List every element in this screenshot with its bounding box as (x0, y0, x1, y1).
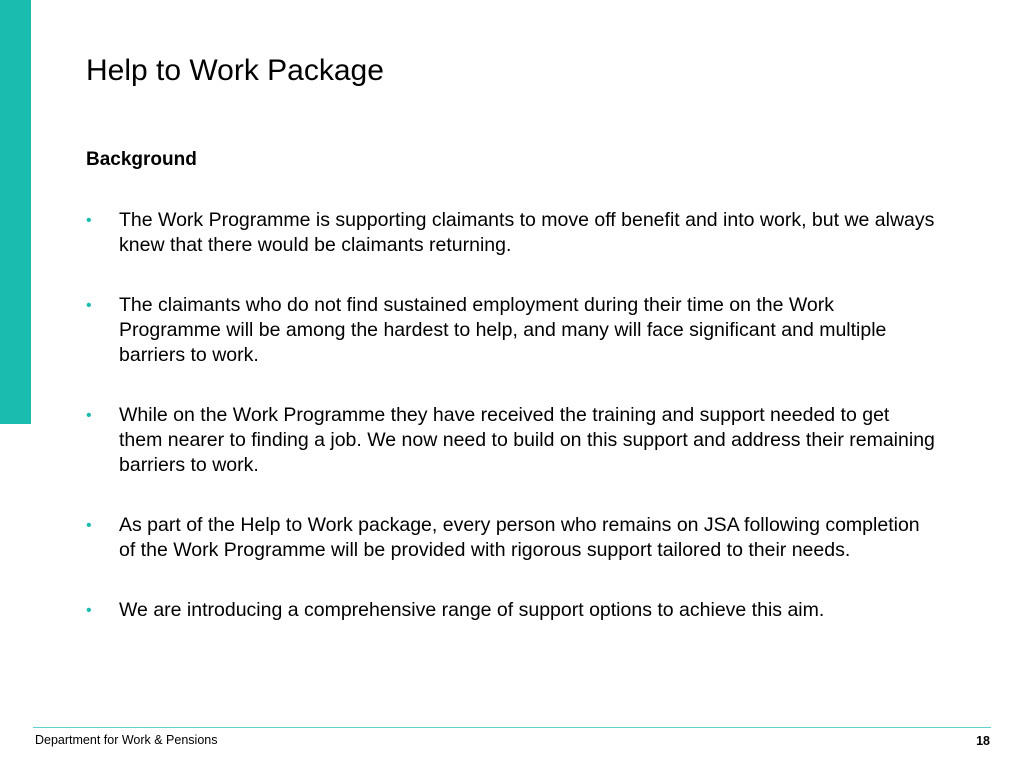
footer-organization: Department for Work & Pensions (35, 733, 218, 747)
bullet-text: As part of the Help to Work package, every person who remains on JSA following completion of the Work Programme will be provided with rigorous support tailored to their needs. (119, 514, 920, 561)
bullet-icon: • (86, 407, 92, 424)
bullet-item (86, 208, 936, 258)
bullet-list (86, 208, 936, 658)
bullet-text: The Work Programme is supporting claimants to move off benefit and into work, but we always knew that there would be claimants returning. (119, 209, 935, 256)
footer-divider (33, 727, 991, 728)
bullet-text: We are introducing a comprehensive range of support options to achieve this aim. (119, 599, 825, 621)
bullet-icon: • (86, 517, 92, 534)
bullet-icon: • (86, 212, 92, 229)
bullet-item (86, 403, 936, 478)
section-heading: Background (86, 149, 197, 170)
bullet-text: While on the Work Programme they have received the training and support needed to get them nearer to finding a job. We now need to build on this support and address their remaining barriers to work. (119, 404, 935, 476)
bullet-text: The claimants who do not find sustained employment during their time on the Work Programme will be among the hardest to help, and many will face significant and multiple barriers to work. (119, 294, 887, 366)
accent-bar (0, 0, 31, 424)
bullet-item (86, 513, 936, 563)
bullet-icon: • (86, 297, 92, 314)
bullet-icon: • (86, 602, 92, 619)
bullet-item (86, 598, 936, 623)
slide-title: Help to Work Package (86, 54, 384, 87)
bullet-item (86, 293, 936, 368)
page-number: 18 (976, 734, 990, 748)
